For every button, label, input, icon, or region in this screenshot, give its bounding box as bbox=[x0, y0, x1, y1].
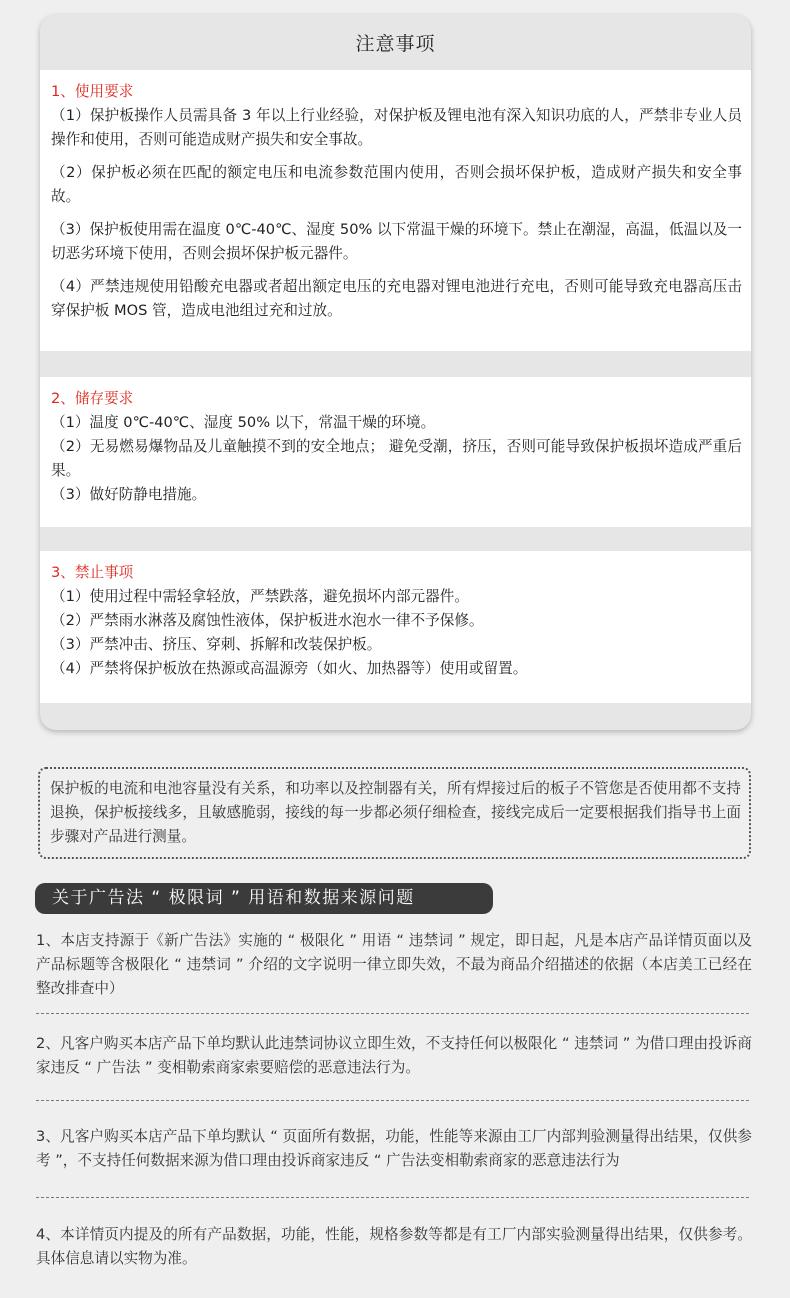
divider bbox=[36, 1100, 749, 1101]
list-item: （3）严禁冲击、挤压、穿刺、拆解和改装保护板。 bbox=[51, 636, 382, 653]
list-item: （3）做好防静电措施。 bbox=[51, 486, 207, 503]
list-item: （2）无易燃易爆物品及儿童触摸不到的安全地点； 避免受潮，挤压，否则可能导致保护板损坏造成严重后果。 bbox=[51, 438, 742, 479]
list-item: （4）严禁违规使用铅酸充电器或者超出额定电压的充电器对锂电池进行充电，否则可能导致充电器高压击穿保护板 MOS 管，造成电池组过充和过放。 bbox=[51, 278, 742, 319]
usage-requirements-section bbox=[40, 70, 751, 351]
ad-law-item: 1、本店支持源于《新广告法》实施的 “ 极限化 ” 用语 “ 违禁词 ” 规定，即日起，凡是本店产品详情页面以及产品标题等含极限化 “ 违禁词 ” 介绍的文字说明一律立即失效，不最为商品介绍描述的依据（本店美工已经在整改排查中） bbox=[36, 932, 752, 997]
section-heading: 3、禁止事项 bbox=[51, 564, 134, 581]
warning-box: 保护板的电流和电池容量没有关系，和功率以及控制器有关，所有焊接过后的板子不管您是否使用都不支持退换，保护板接线多，且敏感脆弱，接线的每一步都必须仔细检查，接线完成后一定要根据我们指导书上面步骤对产品进行测量。 bbox=[38, 767, 751, 859]
ad-law-item: 4、本详情页内提及的所有产品数据，功能，性能，规格参数等都是有工厂内部实验测量得出结果，仅供参考。具体信息请以实物为准。 bbox=[36, 1226, 752, 1267]
ad-law-item: 2、凡客户购买本店产品下单均默认此违禁词协议立即生效，不支持任何以极限化 “ 违禁词 ” 为借口理由投诉商家违反 “ 广告法 ” 变相勒索商家索要赔偿的恶意违法行为。 bbox=[36, 1035, 752, 1076]
storage-requirements-section bbox=[40, 377, 751, 527]
list-item: （1）保护板操作人员需具备 3 年以上行业经验，对保护板及锂电池有深入知识功底的人，严禁非专业人员操作和使用，否则可能造成财产损失和安全事故。 bbox=[51, 107, 742, 148]
divider bbox=[36, 1013, 749, 1014]
prohibitions-section bbox=[40, 551, 751, 703]
list-item: （1）温度 0℃-40℃、湿度 50% 以下，常温干燥的环境。 bbox=[51, 414, 436, 431]
list-item: （2）保护板必须在匹配的额定电压和电流参数范围内使用，否则会损坏保护板，造成财产损失和安全事故。 bbox=[51, 164, 742, 205]
list-item: （1）使用过程中需轻拿轻放，严禁跌落，避免损坏内部元器件。 bbox=[51, 588, 469, 605]
notice-card bbox=[40, 15, 751, 730]
section-heading: 1、使用要求 bbox=[51, 83, 134, 100]
list-item: （2）严禁雨水淋落及腐蚀性液体，保护板进水泡水一律不予保修。 bbox=[51, 612, 484, 629]
section-heading: 2、储存要求 bbox=[51, 390, 134, 407]
ad-law-title: 关于广告法 “ 极限词 ” 用语和数据来源问题 bbox=[35, 883, 493, 914]
divider bbox=[36, 1197, 749, 1198]
list-item: （4）严禁将保护板放在热源或高温源旁（如火、加热器等）使用或留置。 bbox=[51, 660, 528, 677]
notice-title: 注意事项 bbox=[355, 33, 436, 55]
ad-law-item: 3、凡客户购买本店产品下单均默认 “ 页面所有数据，功能，性能等来源由工厂内部判验测量得出结果，仅供参考 ”，不支持任何数据来源为借口理由投诉商家违反 “ 广告法变相勒索商家的恶意违法行为 bbox=[36, 1128, 752, 1169]
list-item: （3）保护板使用需在温度 0℃-40℃、湿度 50% 以下常温干燥的环境下。禁止在潮湿，高温，低温以及一切恶劣环境下使用，否则会损坏保护板元器件。 bbox=[51, 221, 742, 262]
